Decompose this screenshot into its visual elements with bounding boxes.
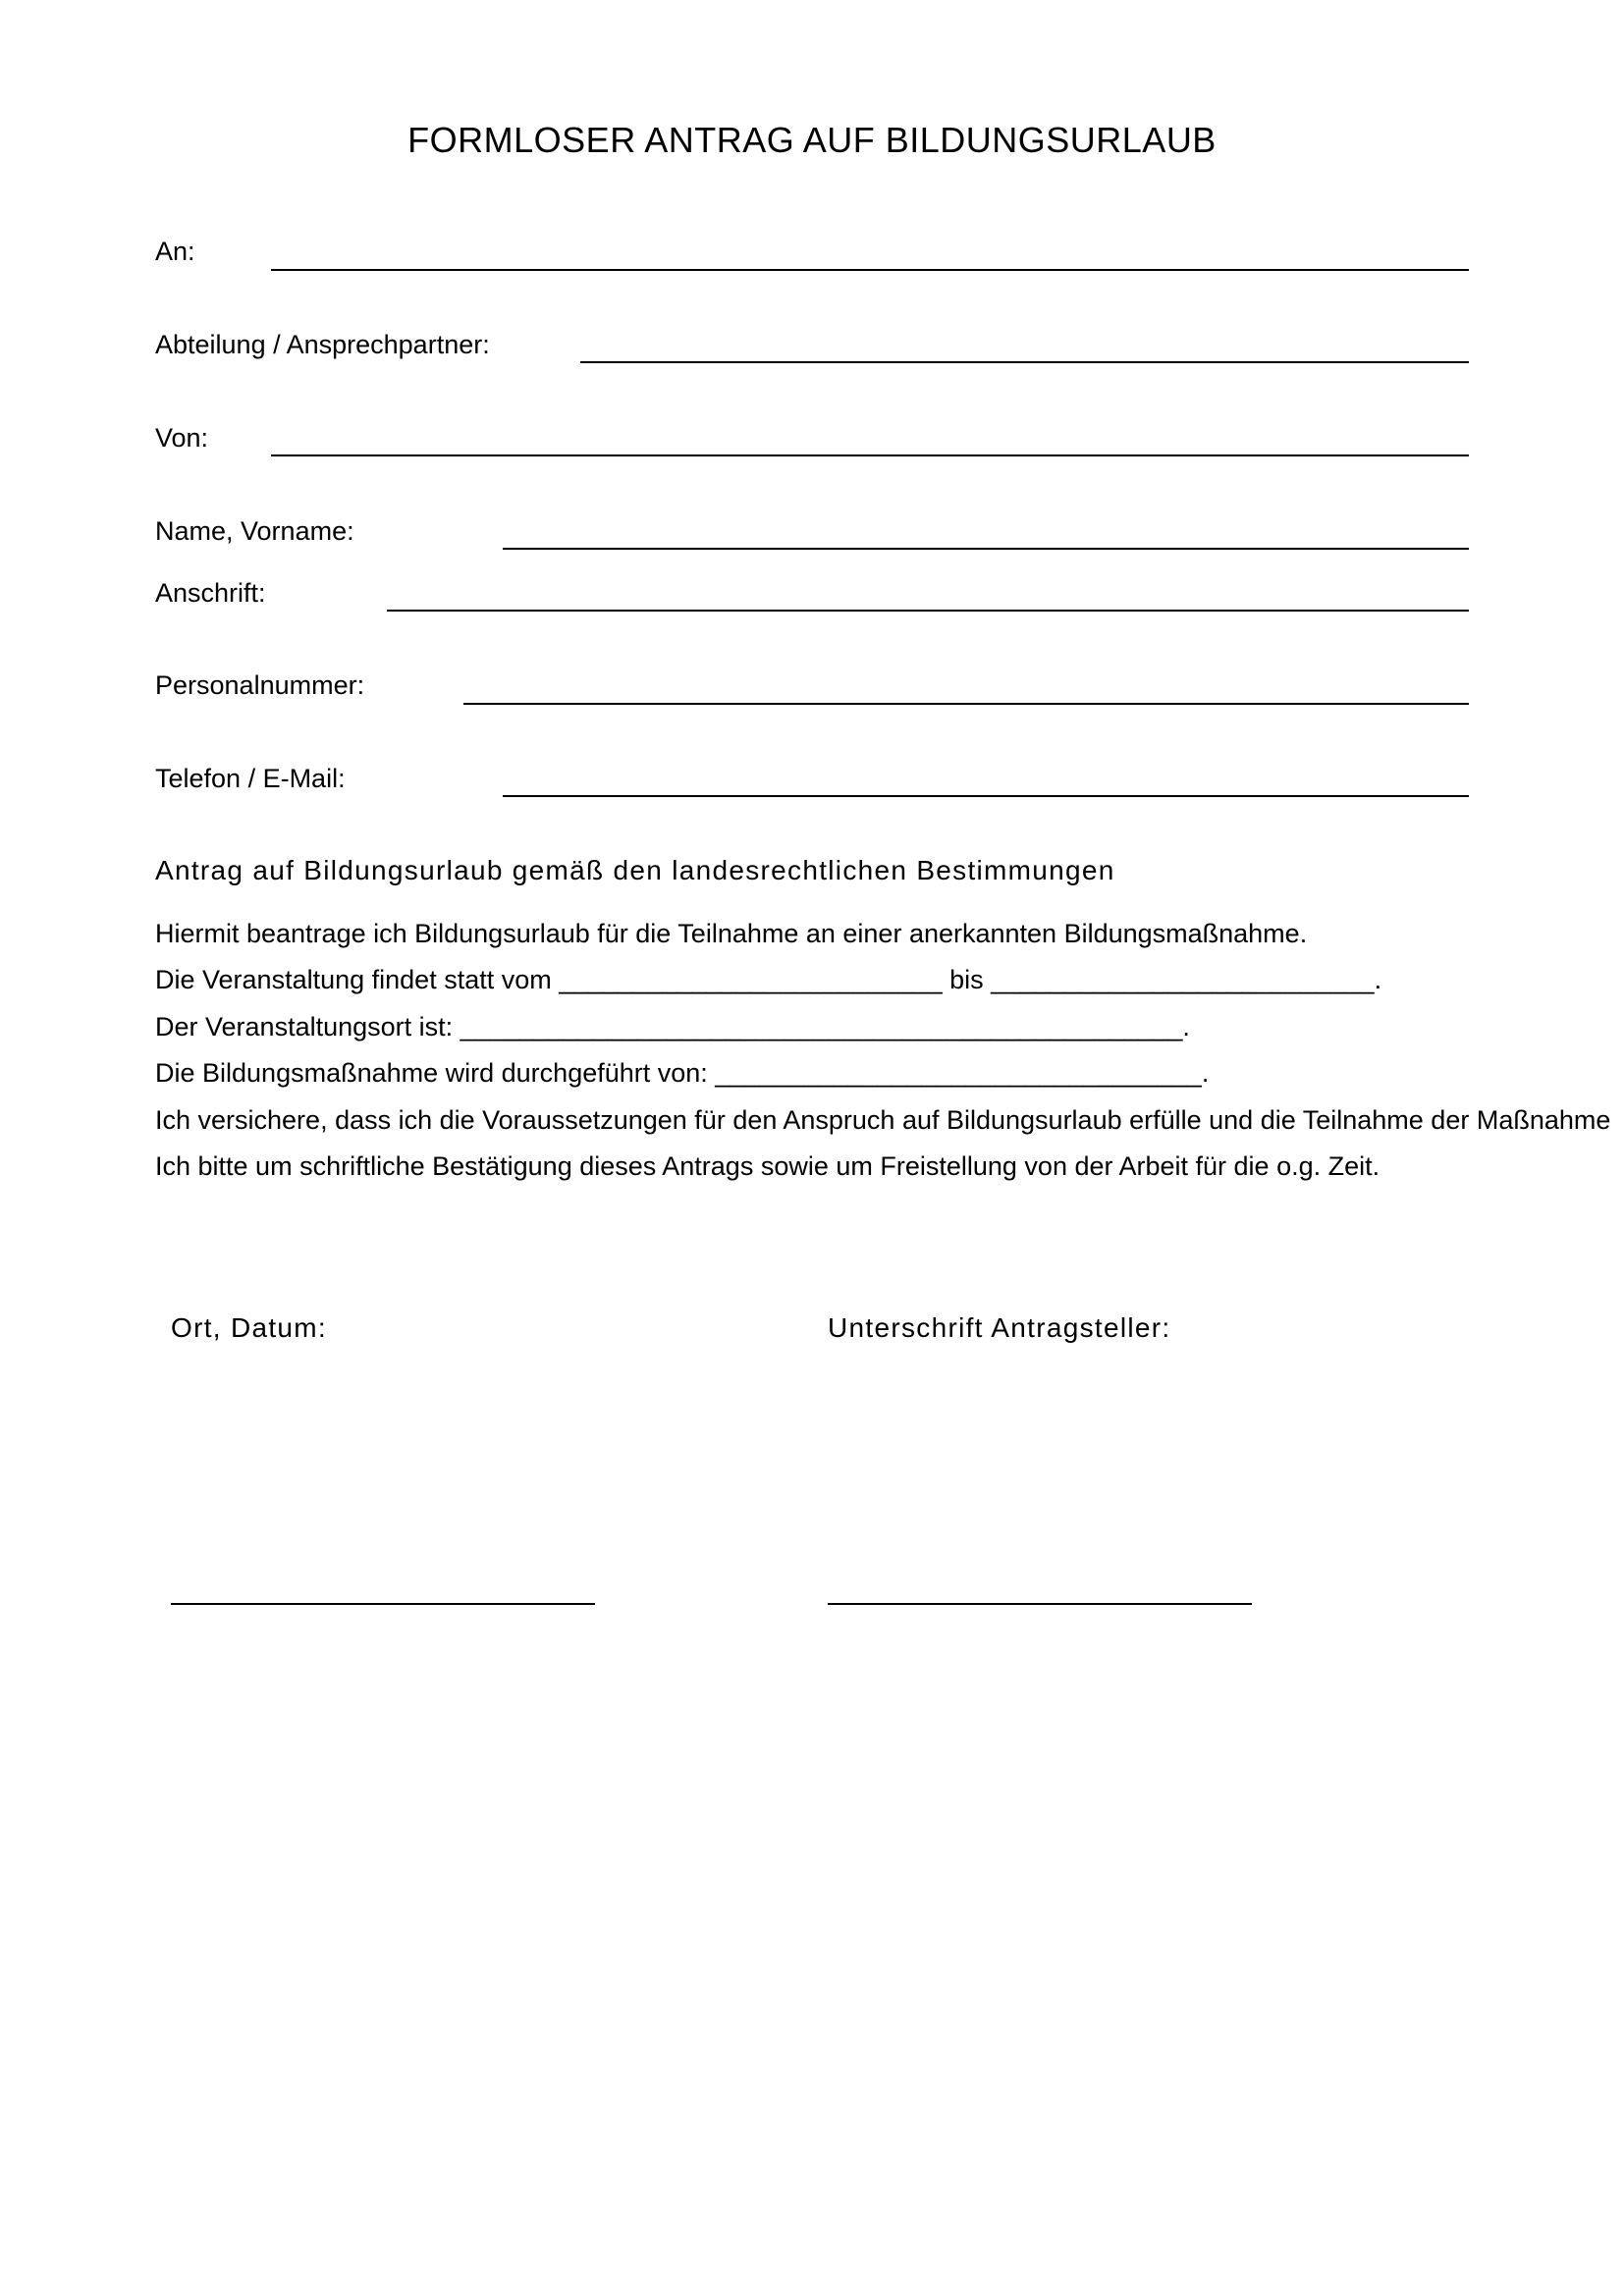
field-line-an[interactable] [271, 269, 1469, 271]
ort-datum-label: Ort, Datum: [171, 1312, 327, 1343]
field-line-abteilung[interactable] [580, 361, 1469, 363]
unterschrift-line[interactable] [828, 1603, 1252, 1605]
ort-datum-line[interactable] [171, 1603, 595, 1605]
unterschrift-label: Unterschrift Antragsteller: [828, 1312, 1171, 1343]
field-line-telefon[interactable] [503, 795, 1469, 797]
field-label-von: Von: [155, 423, 209, 453]
body-line-4: Die Bildungsmaßnahme wird durchgeführt von: _________________________________. [155, 1058, 1210, 1088]
field-label-personalnummer: Personalnummer: [155, 670, 365, 700]
field-line-von[interactable] [271, 454, 1469, 456]
field-label-anschrift: Anschrift: [155, 578, 266, 608]
field-label-telefon: Telefon / E-Mail: [155, 764, 346, 793]
field-label-name: Name, Vorname: [155, 516, 354, 546]
body-line-2: Die Veranstaltung findet statt vom __________________________ bis __________________________. [155, 965, 1382, 994]
body-line-1: Hiermit beantrage ich Bildungsurlaub für die Teilnahme an einer anerkannten Bildungsmaßnahme. [155, 919, 1308, 948]
document-title: FORMLOSER ANTRAG AUF BILDUNGSURLAUB [407, 120, 1217, 160]
field-line-personalnummer[interactable] [463, 703, 1469, 705]
field-line-name[interactable] [503, 548, 1469, 550]
body-line-5: Ich versichere, dass ich die Voraussetzungen für den Anspruch auf Bildungsurlaub erfülle und die Teilnahme der Maßnahme [155, 1105, 1611, 1135]
field-line-anschrift[interactable] [387, 610, 1469, 612]
body-line-3: Der Veranstaltungsort ist: _________________________________________________. [155, 1012, 1190, 1041]
field-label-an: An: [155, 237, 195, 266]
section-heading: Antrag auf Bildungsurlaub gemäß den landesrechtlichen Bestimmungen [155, 855, 1115, 885]
field-label-abteilung: Abteilung / Ansprechpartner: [155, 330, 490, 359]
body-line-6: Ich bitte um schriftliche Bestätigung dieses Antrags sowie um Freistellung von der Arbeit für die o.g. Zeit. [155, 1151, 1380, 1181]
